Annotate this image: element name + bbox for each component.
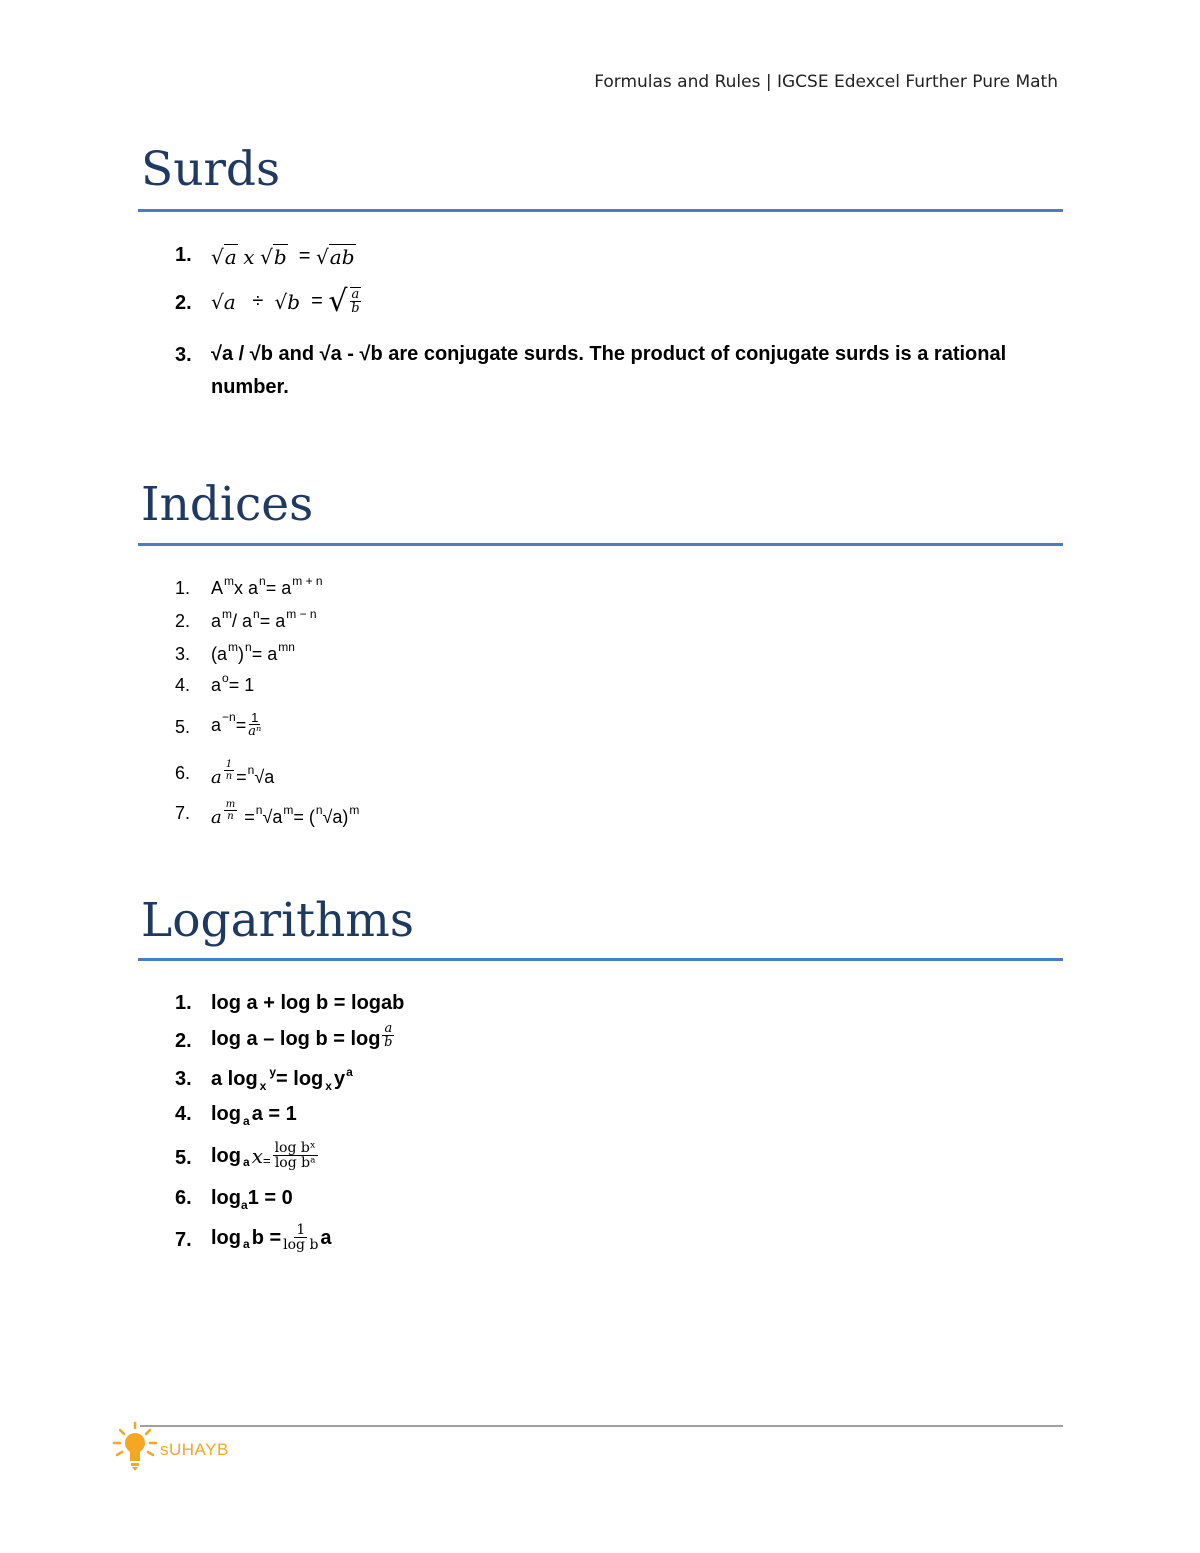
footer-logo (112, 1421, 229, 1478)
formula: (a m ) n = a mn (211, 639, 295, 664)
item-number: 7. (175, 1229, 192, 1251)
formula: log a b = $\frac{1}{\text{log b}}$ a (211, 1222, 332, 1253)
formula: √ a x √ b = √ ab (211, 244, 355, 269)
formula: √ a ÷ √ b = √ $\frac{a}{b}$ (211, 284, 360, 319)
item-number: 3. (175, 644, 191, 664)
section-title-logarithms: Logarithms (141, 893, 414, 948)
item-number: 2. (175, 292, 192, 314)
item-number: 4. (175, 1103, 192, 1125)
formula: log a – log b = log $\frac{a}{b}$ (211, 1021, 393, 1051)
formula: a $\frac{1}{n}$ = n √a (211, 758, 275, 788)
lightbulb-icon (112, 1421, 158, 1478)
section-title-indices: Indices (141, 477, 314, 532)
page-header: Formulas and Rules | IGCSE Edexcel Further Pure Math (594, 72, 1058, 92)
item-number: 1. (175, 992, 192, 1014)
section-rule-surds (138, 209, 1063, 212)
item-number: 5. (175, 717, 191, 737)
item-number: 6. (175, 1187, 192, 1209)
item-number: 2. (175, 611, 191, 631)
item-number: 3. (175, 1068, 192, 1090)
formula: a −n = $\frac{1}{\text{aⁿ}}$ (211, 710, 262, 739)
footer-rule (140, 1425, 1063, 1427)
formula: a $\frac{m}{n}$ = n √a m = ( n √a) m (211, 798, 360, 828)
section-rule-logarithms (138, 958, 1063, 961)
item-number: 7. (175, 803, 191, 823)
formula: √a / √b and √a - √b are conjugate surds. The product of conjugate surds is a rational number. (211, 343, 1007, 398)
item-number: 6. (175, 763, 191, 783)
formula: A m x a n = a m + n (211, 573, 323, 598)
logo-text: sUHAYB (160, 1439, 229, 1459)
item-number: 3. (175, 344, 192, 366)
formula: log a a = 1 (211, 1103, 297, 1128)
item-number: 4. (175, 675, 191, 695)
formula: a log x y = log x y a (211, 1064, 353, 1093)
section-title-surds: Surds (141, 142, 281, 197)
item-number: 5. (175, 1147, 192, 1169)
item-number: 1. (175, 244, 192, 266)
item-number: 2. (175, 1030, 192, 1052)
formula: log a x = $\frac{\text{log bˣ}}{\text{log bᵃ}}$ (211, 1140, 316, 1171)
formula: log a + log b = logab (211, 992, 405, 1014)
section-rule-indices (138, 543, 1063, 546)
formula: a o = 1 (211, 670, 255, 695)
formula: a m / a n = a m − n (211, 606, 317, 631)
item-number: 1. (175, 578, 191, 598)
formula: log a 1 = 0 (211, 1187, 293, 1212)
